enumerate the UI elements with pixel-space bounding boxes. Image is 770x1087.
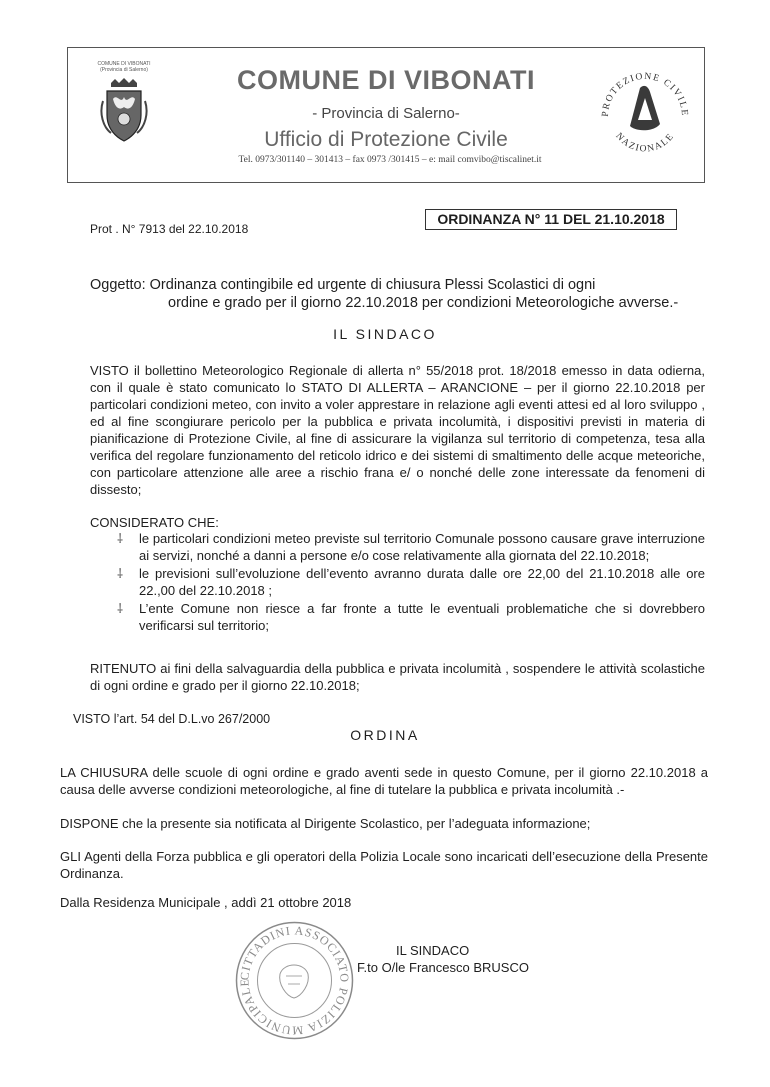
considerato-heading: CONSIDERATO CHE: [90, 515, 219, 530]
subject-block [90, 276, 690, 312]
logo-bottom-text: NAZIONALE [613, 131, 677, 155]
office-title: Ufficio di Protezione Civile [264, 128, 508, 151]
mayor-heading: IL SINDACO [333, 326, 437, 342]
subject-line-1: Ordinanza contingibile ed urgente di chiusura Plessi Scolastici di ogni [149, 277, 596, 293]
list-item [115, 530, 705, 564]
chiusura-paragraph: LA CHIUSURA delle scuole di ogni ordine e grado aventi sede in questo Comune, per il giorno 22.10.2018 a causa delle avverse condizioni meteorologiche, al fine di tutelare la pubblica e privata incolumità .- [60, 765, 708, 797]
ritenuto-paragraph: RITENUTO ai fini della salvaguardia della pubblica e privata incolumità , sospendere le attività scolastiche di ogni ordine e grado per il giorno 22.10.2018; [90, 661, 705, 693]
signature-title: IL SINDACO [396, 943, 470, 958]
subject-label: Oggetto: [90, 277, 146, 293]
list-item [115, 600, 705, 634]
bullet-icon: ⸸ [117, 601, 124, 616]
visto-paragraph: VISTO il bollettino Meteorologico Regionale di allerta n° 55/2018 prot. 18/2018 emesso in data odierna, con il quale è stato comunicato lo STATO DI ALLERTA – ARANCIONE – per il giorno 22.10.2018 per particolari condizioni meteo, con invito a voler apprestare in relazione agli eventi attesi ed al loro sviluppo , ed al fine scongiurare pericolo per la pubblica e privata incolumità, i dispositivi previsti in materia di pianificazione di Protezione Civile, al fine di assicurare la vigilanza sul territorio di competenza, tesa alla verifica del regolare funzionamento del reticolo idrico e dei sistemi di smaltimento delle acque meteoriche, con particolare attenzione alle aree a rischio frana e/ o nonché delle zone interessate da fenomeni di dissesto; [90, 363, 705, 497]
stamp-seal-icon [232, 918, 357, 1043]
svg-text:NAZIONALE [613, 131, 676, 154]
ordinance-number: ORDINANZA N° 11 DEL 21.10.2018 [425, 209, 677, 230]
municipality-title: COMUNE DI VIBONATI [237, 65, 535, 95]
bullet-icon: ⸸ [117, 566, 124, 581]
considerato-item-1: le particolari condizioni meteo previste sul territorio Comunale possono causare grave interruzione ai servizi, nonché a danni a persone e/o cose relativamente alla giornata del 22.10.2018; [139, 531, 705, 563]
considerato-list [115, 530, 705, 635]
stamp-text: CITTADINI ASSOCIATO POLIZIA MUNICIPALE [237, 923, 352, 1038]
subject-line-2: ordine e grado per il giorno 22.10.2018 per condizioni Meteorologiche avverse.- [168, 295, 679, 311]
logo-top-text: PROTEZIONE CIVILE [600, 71, 690, 118]
bullet-icon: ⸸ [117, 531, 124, 546]
considerato-item-2: le previsioni sull’evoluzione dell’evento avranno durata dalle ore 22,00 del 21.10.2018 alle ore 22.,00 del 22.10.2018 ; [139, 566, 705, 598]
civil-protection-emblem-icon [590, 58, 700, 168]
official-stamp [232, 918, 357, 1048]
order-heading: ORDINA [350, 727, 420, 743]
province-subtitle: - Provincia di Salerno- [312, 105, 460, 122]
residence-line: Dalla Residenza Municipale , addì 21 ottobre 2018 [60, 895, 352, 910]
dispone-paragraph: DISPONE che la presente sia notificata al Dirigente Scolastico, per l’adeguata informazione; [60, 816, 591, 831]
crest-caption-line-1: COMUNE DI VIBONATI [97, 61, 151, 67]
municipal-crest [79, 55, 169, 150]
contact-line: Tel. 0973/301140 – 301413 – fax 0973 /301415 – e: mail comvibo@tiscalinet.it [238, 155, 542, 165]
agenti-paragraph: GLI Agenti della Forza pubblica e gli operatori della Polizia Locale sono incaricati dell’esecuzione della Presente Ordinanza. [60, 849, 708, 881]
list-item [115, 565, 705, 599]
coat-of-arms-icon [99, 77, 149, 143]
svg-text:CITTADINI ASSOCIATO POLIZIA MU [237, 923, 351, 1037]
crest-caption-line-2: (Provincia di Salerno) [100, 67, 148, 73]
civil-protection-logo [590, 58, 700, 173]
signature-name: F.to O/le Francesco BRUSCO [357, 960, 529, 975]
considerato-item-3: L’ente Comune non riesce a far fronte a tutte le eventuali problematiche che si dovrebbero verificarsi sul territorio; [139, 601, 705, 633]
protocol-number: Prot . N° 7913 del 22.10.2018 [90, 222, 249, 236]
visto-article-line: VISTO l’art. 54 del D.L.vo 267/2000 [73, 712, 271, 726]
